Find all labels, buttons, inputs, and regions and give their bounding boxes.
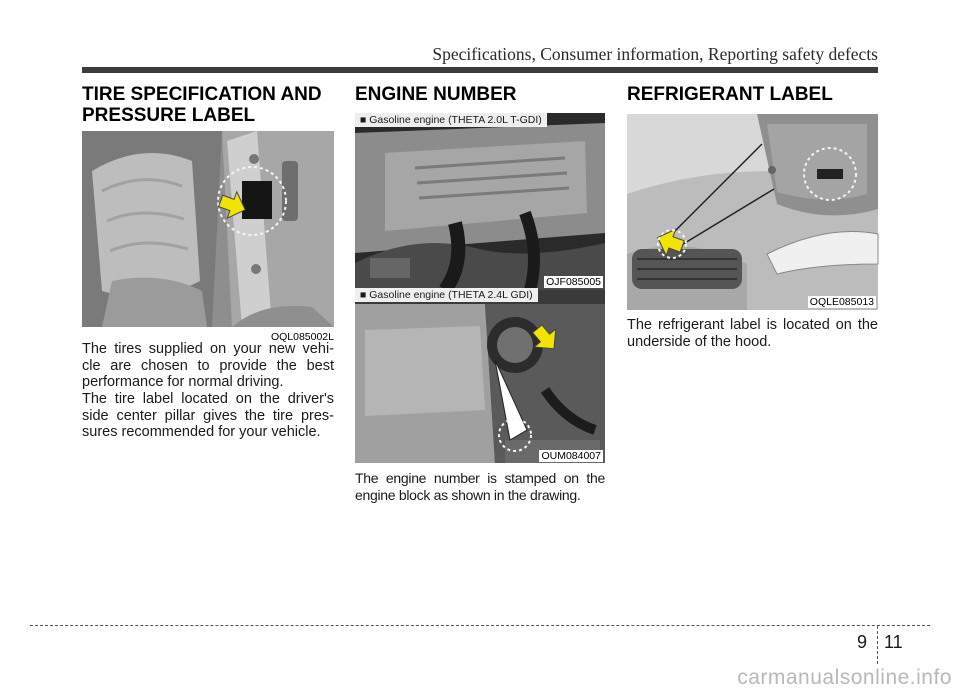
tire-section-title (82, 84, 334, 126)
tire-title-line1: TIRE SPECIFICATION AND (82, 84, 322, 105)
engine-figure-1 (355, 113, 605, 290)
engine-theta-24-illustration (355, 290, 605, 463)
tire-figure-code: OQL085002L (270, 331, 334, 343)
car-seat-door-illustration (82, 131, 334, 327)
engine-paragraph: The engine number is stamped on the engine block as shown in the drawing. (355, 470, 605, 503)
engine-figure-1-code: OJF085005 (546, 276, 601, 288)
watermark-text: carmanualsonline.info (737, 666, 952, 689)
engine-figure-2 (355, 290, 605, 463)
engine-section (355, 84, 607, 503)
engine-theta-20-illustration (355, 113, 605, 290)
tire-paragraph-1: The tires supplied on your new vehi- cle are chosen to provide the best performance for normal driving. (82, 341, 334, 390)
footer-rule (30, 625, 930, 626)
refrigerant-section (627, 84, 879, 350)
refrigerant-section-title: REFRIGERANT LABEL (627, 84, 833, 105)
page-header-title: Specifications, Consumer information, Reporting safety defects (432, 44, 878, 64)
tire-label-figure (82, 131, 334, 343)
tire-section (82, 84, 334, 440)
engine-figure-2-code: OUM084007 (541, 450, 601, 462)
engine-figure-1-caption: ■ Gasoline engine (THETA 2.0L T-GDI) (355, 113, 547, 127)
tire-paragraph-2: The tire label located on the driver's side center pillar gives the tire pres- sures recommended for your vehicle. (82, 391, 334, 440)
refrigerant-paragraph: The refrigerant label is located on the underside of the hood. (627, 317, 878, 350)
refrigerant-figure (627, 114, 878, 310)
chapter-number: 9 (857, 632, 868, 652)
engine-section-title: ENGINE NUMBER (355, 84, 517, 105)
refrigerant-figure-code: OQLE085013 (809, 296, 874, 308)
page-number: 11 (884, 632, 903, 652)
page-separator (877, 626, 878, 664)
tire-title-line2: PRESSURE LABEL (82, 105, 256, 126)
hood-refrigerant-illustration (627, 114, 878, 310)
header-rule (82, 67, 878, 73)
engine-figure-2-caption: ■ Gasoline engine (THETA 2.4L GDI) (355, 288, 538, 302)
